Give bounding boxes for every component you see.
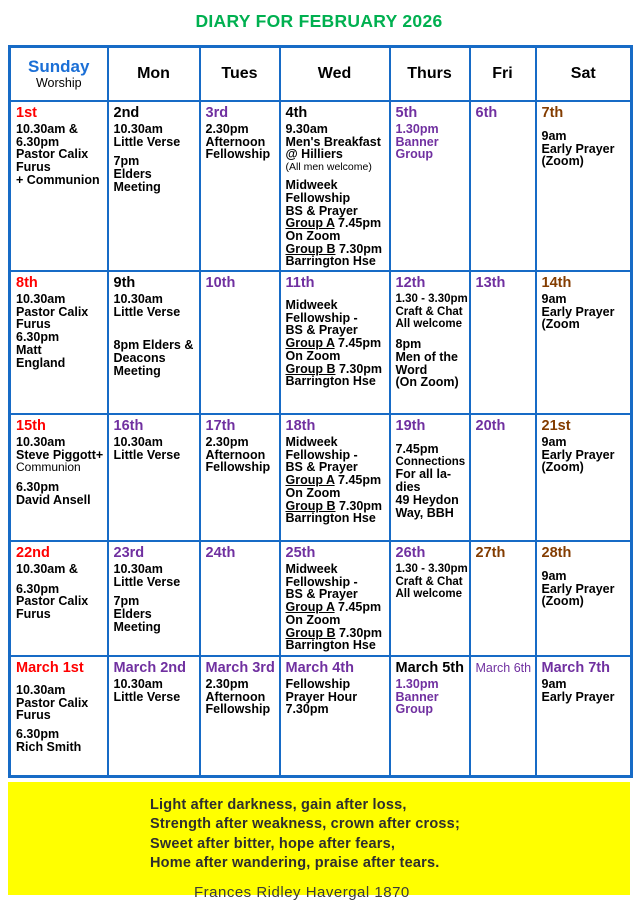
cell-line: Matt (16, 342, 42, 357)
calendar-week-row (10, 101, 632, 271)
cell-line: Fellowship - (285, 574, 358, 589)
cell-line: 1.30pm (395, 677, 439, 692)
calendar-cell (390, 414, 470, 541)
cell-date: 6th (475, 105, 498, 121)
calendar-cell (200, 271, 280, 414)
cell-line: Deacons (113, 351, 166, 366)
cell-line: 10.30am (113, 677, 163, 692)
cell-line: 1.30pm (395, 122, 439, 136)
cell-date: 28th (541, 545, 572, 562)
calendar-cell (280, 541, 390, 656)
cell-line: + Communion (16, 172, 100, 187)
cell-date: 17th (205, 418, 236, 435)
calendar-cell (470, 541, 536, 656)
cell-line: 9am (541, 435, 567, 450)
calendar-cell (108, 271, 200, 414)
cell-date: 7th (541, 105, 564, 121)
calendar-cell (280, 101, 390, 271)
calendar-cell (280, 656, 390, 776)
group-label: Group B (285, 241, 336, 256)
diary-calendar-table (8, 45, 633, 778)
header-sat-label: Sat (570, 65, 596, 82)
cell-date: March 6th (475, 661, 532, 676)
cell-line: Pastor Calix (16, 695, 89, 710)
cell-line: 10.30am (16, 292, 66, 307)
cell-line: Afternoon (205, 689, 266, 704)
cell-line: Early Prayer (541, 581, 615, 596)
cell-line: On Zoom (285, 348, 341, 363)
calendar-cell (536, 414, 632, 541)
cell-line: Meeting (113, 179, 161, 194)
cell-line: England (16, 355, 66, 370)
cell-line: Steve Piggott+ (16, 447, 104, 462)
cell-line: 6.30pm (16, 134, 60, 149)
cell-line: BS & Prayer (285, 460, 358, 475)
cell-line: 1.30 - 3.30pm (395, 563, 468, 576)
calendar-cell (470, 101, 536, 271)
cell-line: Fellowship (205, 147, 271, 162)
cell-line: Little Verse (113, 689, 181, 704)
cell-line: (Zoom (541, 317, 580, 332)
cell-line: 7.45pm (395, 442, 439, 457)
cell-date: 18th (285, 418, 316, 435)
calendar-cell (200, 414, 280, 541)
cell-line: Midweek (285, 178, 338, 193)
cell-line: Craft & Chat (395, 305, 463, 318)
calendar-cell (10, 541, 108, 656)
cell-line: Banner (395, 134, 439, 149)
cell-line: @ Hilliers (285, 147, 343, 162)
cell-line: 8pm (395, 337, 422, 352)
cell-line: Pastor Calix (16, 594, 89, 609)
cell-line: Little Verse (113, 574, 181, 589)
calendar-cell (390, 271, 470, 414)
cell-line: 7pm (113, 154, 140, 169)
calendar-cell (390, 656, 470, 776)
cell-line: 6.30pm (16, 727, 60, 742)
cell-date: 19th (395, 418, 426, 435)
calendar-cell (536, 271, 632, 414)
cell-line: Group B 7.30pm (285, 361, 383, 376)
cell-line: Banner (395, 689, 439, 704)
cell-line: Group (395, 702, 433, 717)
cell-line: 9am (541, 292, 567, 307)
cell-line: Meeting (113, 363, 161, 378)
cell-line: All welcome (395, 588, 462, 601)
cell-line: 6.30pm (16, 581, 60, 596)
cell-date: 20th (475, 418, 506, 435)
cell-line: Afternoon (205, 447, 266, 462)
cell-date: 23rd (113, 545, 145, 562)
group-label: Group B (285, 498, 336, 513)
calendar-week-row (10, 414, 632, 541)
cell-line: 10.30am (16, 435, 66, 450)
cell-line: 8pm Elders & (113, 338, 194, 353)
cell-line: Midweek (285, 435, 338, 450)
cell-date: 4th (285, 105, 308, 121)
header-tues (200, 47, 280, 102)
cell-date: 13th (475, 275, 506, 292)
cell-line: For all la- (395, 467, 452, 482)
cell-line: 1.30 - 3.30pm (395, 293, 468, 306)
cell-line: 9am (541, 569, 567, 584)
header-tues-label: Tues (221, 65, 258, 82)
cell-line: 2.30pm (205, 677, 249, 692)
cell-line: Group (395, 147, 433, 162)
cell-line: Furus (16, 160, 51, 175)
calendar-header-row (10, 47, 632, 102)
calendar-week-row (10, 271, 632, 414)
calendar-cell (200, 541, 280, 656)
cell-line: Pastor Calix (16, 304, 89, 319)
spacer (114, 325, 197, 332)
cell-line: Early Prayer (541, 141, 615, 156)
cell-date: March 1st (16, 660, 84, 677)
calendar-cell (108, 414, 200, 541)
cell-line: Barrington Hse (285, 374, 376, 389)
cell-line: Elders (113, 607, 152, 622)
cell-line: On Zoom (285, 485, 341, 500)
cell-line: Way, BBH (395, 505, 454, 520)
cell-date: 2nd (113, 105, 140, 121)
cell-line: BS & Prayer (285, 323, 358, 338)
cell-line: Barrington Hse (285, 638, 376, 653)
cell-line: Prayer Hour (285, 689, 358, 704)
cell-line: All welcome (395, 318, 462, 331)
group-label: Group A (285, 216, 335, 231)
cell-line: Midweek (285, 562, 338, 577)
cell-line: (All men welcome) (285, 161, 372, 174)
cell-line: Pastor Calix (16, 147, 89, 162)
cell-date: 26th (395, 545, 426, 562)
calendar-cell (10, 101, 108, 271)
cell-date: 12th (395, 275, 426, 292)
cell-line: 6.30pm (16, 480, 60, 495)
calendar-cell (108, 656, 200, 776)
calendar-body (10, 101, 632, 776)
cell-line: Furus (16, 607, 51, 622)
poem-line: Sweet after bitter, hope after fears, (150, 835, 396, 852)
cell-line: Fellowship - (285, 310, 358, 325)
cell-line: Furus (16, 708, 51, 723)
cell-date: 10th (205, 275, 236, 292)
calendar-cell (470, 414, 536, 541)
header-fri (470, 47, 536, 102)
cell-line: 7pm (113, 594, 140, 609)
cell-line: 9am (541, 677, 567, 692)
cell-line: Furus (16, 317, 51, 332)
poem-line: Home after wandering, praise after tears. (150, 855, 440, 872)
cell-line: Little Verse (113, 134, 181, 149)
calendar-cell (390, 101, 470, 271)
cell-line: Group A 7.45pm (285, 473, 382, 488)
calendar-cell (280, 414, 390, 541)
cell-line: Midweek (285, 298, 338, 313)
cell-line: Early Prayer (541, 689, 615, 704)
cell-line: Fellowship (285, 190, 351, 205)
cell-line: 2.30pm (205, 122, 249, 136)
header-thurs (390, 47, 470, 102)
calendar-cell (536, 101, 632, 271)
cell-line: dies (395, 480, 421, 495)
cell-date: March 5th (395, 660, 464, 677)
cell-line: Afternoon (205, 134, 266, 149)
cell-date: 16th (113, 418, 144, 435)
header-sunday-label: Sunday (28, 57, 90, 76)
header-wed (280, 47, 390, 102)
cell-line: Group B 7.30pm (285, 498, 383, 513)
cell-line: 10.30am (16, 683, 66, 698)
calendar-cell (200, 101, 280, 271)
cell-line: Communion (16, 460, 81, 475)
header-fri-label: Fri (492, 65, 513, 82)
header-mon (108, 47, 200, 102)
poem-attribution: Frances Ridley Havergal 1870 (194, 883, 410, 901)
cell-line: Rich Smith (16, 739, 82, 754)
cell-line: (On Zoom) (395, 375, 459, 390)
group-label: Group A (285, 336, 335, 351)
cell-line: David Ansell (16, 492, 91, 507)
header-mon-label: Mon (137, 65, 170, 82)
cell-line: 10.30am & (16, 122, 78, 136)
cell-line: Group B 7.30pm (285, 241, 383, 256)
cell-line: 10.30am (113, 122, 163, 136)
cell-line: Barrington Hse (285, 511, 376, 526)
cell-line: Little Verse (113, 304, 181, 319)
cell-line: Connections (395, 455, 466, 468)
cell-line: Men's Breakfast (285, 134, 381, 149)
poem-line: Strength after weakness, crown after cross; (150, 816, 460, 833)
cell-line: 10.30am & (16, 562, 78, 577)
cell-line: BS & Prayer (285, 203, 358, 218)
cell-line: 2.30pm (205, 435, 249, 450)
group-label: Group A (285, 600, 335, 615)
cell-line: 6.30pm (16, 330, 60, 345)
cell-date: 15th (16, 418, 46, 435)
cell-line: Fellowship (205, 460, 271, 475)
group-label: Group B (285, 361, 336, 376)
cell-line: On Zoom (285, 612, 341, 627)
poem-line: Light after darkness, gain after loss, (150, 796, 407, 813)
cell-date: March 4th (285, 660, 354, 677)
cell-line: On Zoom (285, 228, 341, 243)
cell-line: BS & Prayer (285, 587, 358, 602)
cell-date: March 2nd (113, 660, 187, 677)
cell-date: 3rd (205, 105, 229, 121)
cell-line: Fellowship (285, 677, 351, 692)
calendar-cell (10, 656, 108, 776)
spacer (114, 318, 197, 325)
calendar-cell (280, 271, 390, 414)
cell-date: March 3rd (205, 660, 275, 677)
calendar-cell (108, 541, 200, 656)
header-sat (536, 47, 632, 102)
calendar-cell (10, 271, 108, 414)
quote-box (8, 782, 630, 901)
cell-line: Group A 7.45pm (285, 336, 382, 351)
cell-line: (Zoom) (541, 594, 584, 609)
calendar-cell (200, 656, 280, 776)
cell-line: 10.30am (113, 292, 163, 307)
cell-line: Fellowship (205, 702, 271, 717)
cell-line: Meeting (113, 619, 161, 634)
calendar-cell (470, 656, 536, 776)
cell-line: Group B 7.30pm (285, 625, 383, 640)
cell-line: 9.30am (285, 122, 328, 136)
cell-line: 10.30am (113, 435, 163, 450)
cell-date: 24th (205, 545, 236, 562)
cell-line: (Zoom) (541, 154, 584, 169)
cell-line: Early Prayer (541, 304, 615, 319)
calendar-cell (536, 541, 632, 656)
page-title: DIARY FOR FEBRUARY 2026 (195, 11, 443, 31)
cell-date: 21st (541, 418, 571, 435)
cell-date: March 7th (541, 660, 610, 677)
cell-date: 1st (16, 105, 37, 121)
cell-line: Word (395, 362, 428, 377)
cell-line: 7.30pm (285, 702, 329, 717)
calendar-cell (470, 271, 536, 414)
cell-date: 25th (285, 545, 316, 562)
calendar-week-row (10, 656, 632, 776)
cell-date: 14th (541, 275, 572, 292)
calendar-week-row (10, 541, 632, 656)
cell-line: 49 Heydon (395, 492, 459, 507)
cell-date: 11th (285, 275, 315, 292)
cell-line: (Zoom) (541, 460, 584, 475)
cell-line: Early Prayer (541, 447, 615, 462)
cell-line: Fellowship - (285, 447, 358, 462)
header-worship-label: Worship (35, 76, 82, 90)
cell-line: Craft & Chat (395, 575, 463, 588)
header-sunday (10, 47, 108, 102)
cell-line: Little Verse (113, 447, 181, 462)
cell-line: 9am (541, 129, 567, 143)
group-label: Group A (285, 473, 335, 488)
cell-date: 5th (395, 105, 418, 121)
cell-line: Group A 7.45pm (285, 600, 382, 615)
cell-line: Group A 7.45pm (285, 216, 382, 231)
cell-date: 9th (113, 275, 136, 292)
calendar-cell (536, 656, 632, 776)
calendar-cell (108, 101, 200, 271)
cell-date: 8th (16, 275, 38, 292)
calendar-cell (10, 414, 108, 541)
header-wed-label: Wed (317, 65, 352, 82)
cell-line: 10.30am (113, 562, 163, 577)
cell-line: Elders (113, 167, 152, 182)
header-thurs-label: Thurs (407, 65, 452, 82)
cell-date: 22nd (16, 545, 50, 562)
cell-line: Men of the (395, 349, 458, 364)
group-label: Group B (285, 625, 336, 640)
calendar-cell (390, 541, 470, 656)
cell-date: 27th (475, 545, 506, 562)
cell-line: Barrington Hse (285, 254, 376, 269)
